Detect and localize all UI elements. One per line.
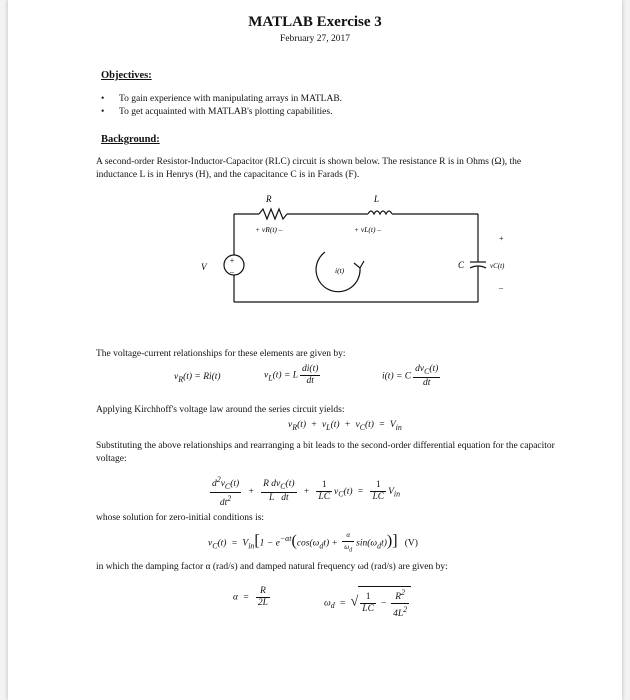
capacitor-voltage-label: vC(t)	[490, 262, 505, 270]
capacitor-equation: i(t) = C $\frac{dv_C(t)}{dt}$	[382, 364, 439, 388]
resistor-label: R	[266, 194, 272, 204]
inductor-label: L	[374, 194, 380, 204]
kvl-equation: $v_R(t) + v_L(t) + v_C(t) = V_{in}$	[288, 420, 402, 432]
omega-equation: $\omega_d$ = √ $\frac{1}{LC}$ − $\frac{R^2}{4L^2}$	[324, 586, 411, 620]
page-title: MATLAB Exercise 3	[248, 14, 382, 30]
solution-equation: $v_C(t) = V_{in}[1 - e^{-\alpha t}(\cos(\omega_dt)$ + $\frac{\alpha}{\omega_d}$ $\sin(\omega_dt)$)] (V)	[208, 531, 418, 554]
source-minus: –	[230, 267, 234, 276]
rlc-circuit-diagram	[8, 190, 622, 340]
background-paragraph: A second-order Resistor-Inductor-Capacitor (RLC) circuit is shown below. The resistance R is in Ohms (Ω), the inductance L is in Henrys (H), and the capacitance C is in Farads (F).	[96, 157, 522, 180]
relations-intro: The voltage-current relationships for these elements are given by:	[96, 349, 346, 359]
objective-item: • To get acquainted with MATLAB's plotting capabilities.	[101, 107, 333, 117]
damping-intro: in which the damping factor α (rad/s) and damped natural frequency ωd (rad/s) are given by:	[96, 562, 448, 572]
inductor-equation: $v_L(t) = L$ $\frac{di(t)}{dt}$	[264, 364, 319, 386]
kvl-intro: Applying Kirchhoff's voltage law around the series circuit yields:	[96, 405, 345, 415]
source-plus: +	[229, 256, 235, 265]
capacitor-label: C	[458, 260, 465, 270]
capacitor-minus: –	[499, 283, 503, 292]
objectives-heading: Objectives:	[101, 70, 152, 81]
background-heading: Background:	[101, 134, 160, 145]
substitution-intro: Substituting the above relationships and rearranging a bit leads to the second-order differential equation for the capacitor voltage:	[96, 441, 555, 464]
resistor-symbol	[259, 209, 287, 219]
resistor-voltage-label: + vR(t) –	[255, 225, 283, 234]
document-page	[8, 0, 622, 700]
capacitor-plus: +	[499, 234, 504, 243]
alpha-equation: α = $\frac{R}{2L}$	[233, 586, 268, 608]
current-label: i(t)	[335, 266, 345, 275]
solution-intro: whose solution for zero-initial conditions is:	[96, 513, 265, 523]
inductor-voltage-label: + vL(t) –	[354, 225, 382, 234]
inductor-symbol	[368, 211, 392, 214]
units-label: (V)	[404, 538, 418, 549]
differential-equation: $\frac{d^2v_C(t)}{dt^2}$ + $\frac{R dv_C(t)}{\text{L dt}}$ + $\frac{1}{LC}$ $v_C(t)$ = $\frac{1}{LC}$ $V_{in}$	[212, 475, 401, 509]
resistor-equation: $v_R(t) = Ri(t)$	[174, 372, 221, 384]
objective-item: • To gain experience with manipulating arrays in MATLAB.	[101, 94, 343, 104]
page-date: February 27, 2017	[280, 34, 350, 44]
vin-label: V	[201, 262, 207, 272]
